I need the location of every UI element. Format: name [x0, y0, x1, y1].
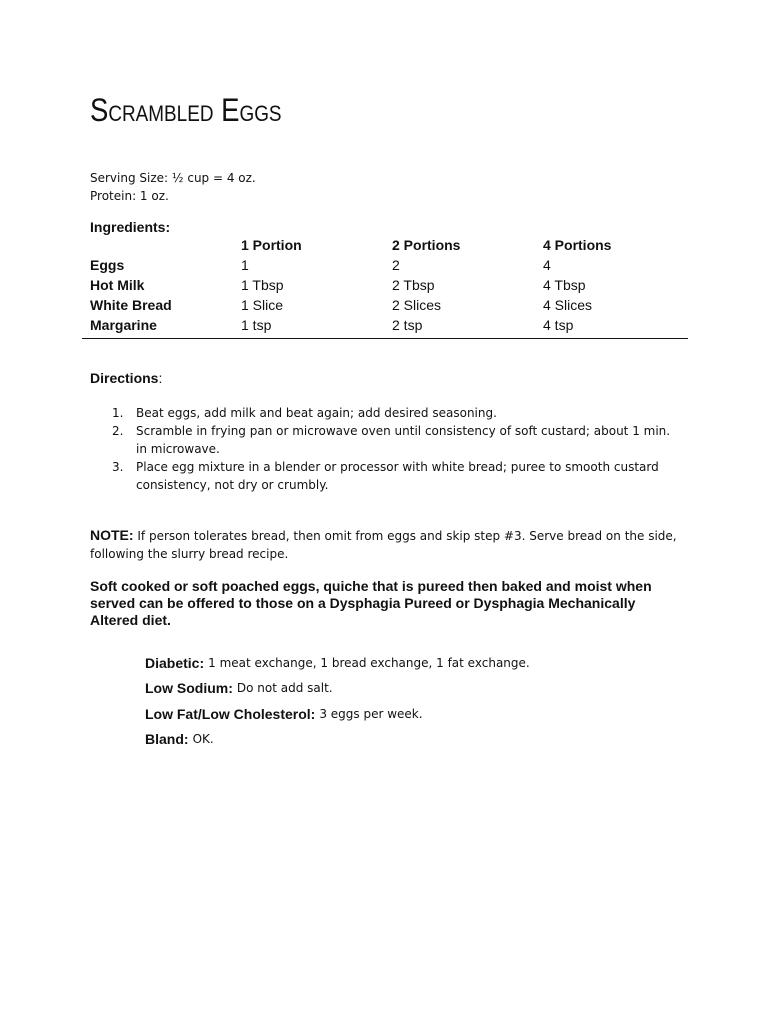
- ingredient-name: Hot Milk: [90, 277, 145, 293]
- table-cell: 2 Tbsp: [392, 277, 435, 293]
- table-cell: 2 tsp: [392, 317, 423, 333]
- serving-size: Serving Size: ½ cup = 4 oz.: [90, 171, 256, 185]
- table-cell: 4: [543, 257, 551, 273]
- table-cell: 4 Tbsp: [543, 277, 586, 293]
- step-text: Scramble in frying pan or microwave oven until consistency of soft custard; about 1 min. in microwave.: [136, 424, 671, 456]
- table-cell: 2 Slices: [392, 297, 442, 313]
- ingredient-name: Margarine: [90, 317, 157, 333]
- diet-value: Do not add salt.: [236, 681, 333, 696]
- table-cell: 1: [241, 257, 249, 273]
- table-row: [90, 275, 663, 295]
- table-cell: 4 tsp: [543, 317, 574, 333]
- column-header: 4 Portions: [543, 237, 612, 253]
- diet-item: [145, 727, 665, 753]
- directions-list: [112, 404, 672, 494]
- table-cell: 1 Tbsp: [241, 277, 284, 293]
- note-paragraph: [90, 526, 680, 563]
- step-text: Beat eggs, add milk and beat again; add desired seasoning.: [136, 406, 497, 420]
- serving-info: [90, 169, 256, 205]
- protein-amount: Protein: 1 oz.: [90, 189, 169, 203]
- table-row: [90, 295, 663, 315]
- directions-heading: [90, 370, 162, 386]
- ingredients-header-row: [90, 235, 663, 255]
- note-label: NOTE:: [90, 527, 134, 543]
- table-cell: 1 tsp: [241, 317, 272, 333]
- directions-heading-label: Directions: [90, 370, 159, 386]
- ingredient-name: White Bread: [90, 297, 172, 313]
- step-text: Place egg mixture in a blender or processor with white bread; puree to smooth custard consistency, not dry or crumbly.: [136, 460, 659, 492]
- column-header: 1 Portion: [241, 237, 302, 253]
- diet-value: 1 meat exchange, 1 bread exchange, 1 fat exchange.: [208, 655, 530, 670]
- dysphagia-note: Soft cooked or soft poached eggs, quiche that is pureed then baked and moist when served can be offered to those on a Dysphagia Pureed or Dysphagia Mechanically Altered diet.: [90, 578, 652, 628]
- diet-label: Diabetic:: [145, 654, 205, 671]
- list-item: [112, 404, 672, 422]
- table-cell: 1 Slice: [241, 297, 284, 313]
- diet-label: Low Sodium:: [145, 680, 233, 697]
- table-row: [90, 315, 663, 335]
- diet-item: [145, 676, 665, 702]
- step-number: 1.: [112, 406, 124, 420]
- column-header: 2 Portions: [392, 237, 461, 253]
- diet-item: [145, 650, 665, 676]
- list-item: [112, 422, 672, 458]
- step-number: 3.: [112, 460, 124, 474]
- diet-value: 3 eggs per week.: [319, 706, 423, 721]
- diet-label: Low Fat/Low Cholesterol:: [145, 705, 316, 722]
- table-divider: [82, 338, 688, 339]
- ingredient-name: Eggs: [90, 257, 125, 273]
- diet-value: OK.: [192, 732, 214, 747]
- ingredients-table: [90, 235, 663, 335]
- ingredient-column-header: [90, 235, 241, 255]
- diet-item: [145, 701, 665, 727]
- ingredients-heading: Ingredients:: [90, 219, 171, 235]
- note-text: If person tolerates bread, then omit from eggs and skip step #3. Serve bread on the side, following the slurry bread recipe.: [90, 529, 677, 561]
- table-row: [90, 255, 663, 275]
- list-item: [112, 458, 672, 494]
- step-number: 2.: [112, 424, 124, 438]
- directions-heading-colon: :: [158, 370, 163, 386]
- page-title: Scrambled Eggs: [90, 92, 282, 128]
- diet-modifications: [145, 650, 665, 752]
- table-cell: 2: [392, 257, 400, 273]
- diet-label: Bland:: [145, 731, 189, 748]
- table-cell: 4 Slices: [543, 297, 593, 313]
